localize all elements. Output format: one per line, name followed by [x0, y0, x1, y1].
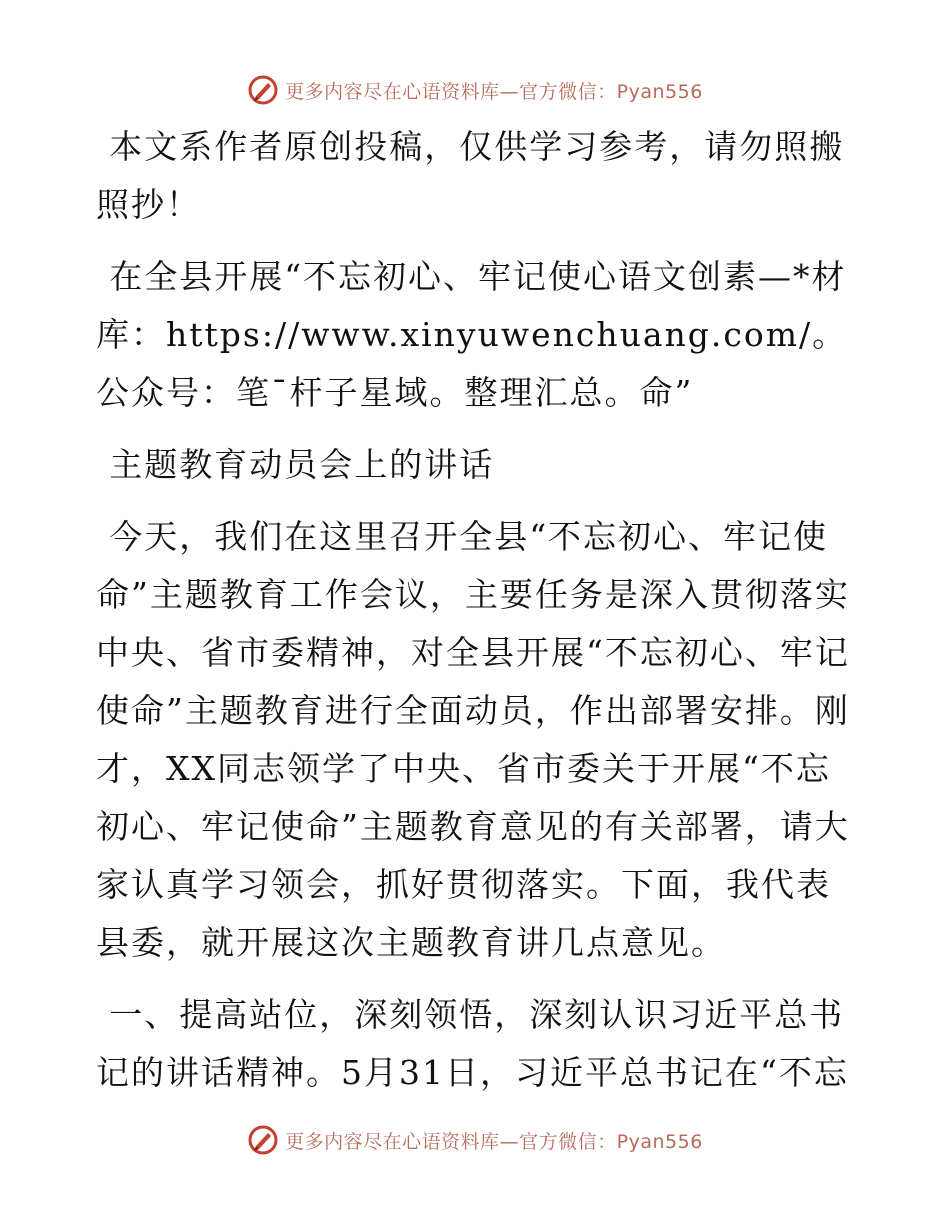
pen-seal-icon: [247, 1124, 279, 1156]
speech-title: 主题教育动员会上的讲话: [109, 445, 495, 484]
header-watermark: [0, 70, 950, 110]
watermark-text: 更多内容尽在心语资料库—官方微信：Pyan556: [285, 80, 703, 103]
disclaimer-paragraph: 本文系作者原创投稿，仅供学习参考，请勿照搬照抄！: [96, 127, 845, 224]
section-one-paragraph: 一、提高站位，深刻领悟，深刻认识习近平总书记的讲话精神。5月31日，习近平总书记在“不忘: [96, 995, 849, 1092]
document-body: [96, 118, 856, 1116]
title-line-paragraph: 在全县开展“不忘初心、牢记使心语文创素—*材库：https://www.xinyuwenchuang.com/。公众号：笔¯杆子星域。整理汇总。命”: [96, 257, 848, 412]
pen-seal-icon: [247, 74, 279, 106]
footer-watermark: [0, 1120, 950, 1160]
intro-paragraph: 今天，我们在这里召开全县“不忘初心、牢记使命”主题教育工作会议，主要任务是深入贯彻落实中央、省市委精神，对全县开展“不忘初心、牢记使命”主题教育进行全面动员，作出部署安排。刚才，XX同志领学了中央、省市委关于开展“不忘初心、牢记使命”主题教育意见的有关部署，请大家认真学习领会，抓好贯彻落实。下面，我代表县委，就开展这次主题教育讲几点意见。: [96, 517, 850, 962]
watermark-text: 更多内容尽在心语资料库—官方微信：Pyan556: [285, 1130, 703, 1153]
